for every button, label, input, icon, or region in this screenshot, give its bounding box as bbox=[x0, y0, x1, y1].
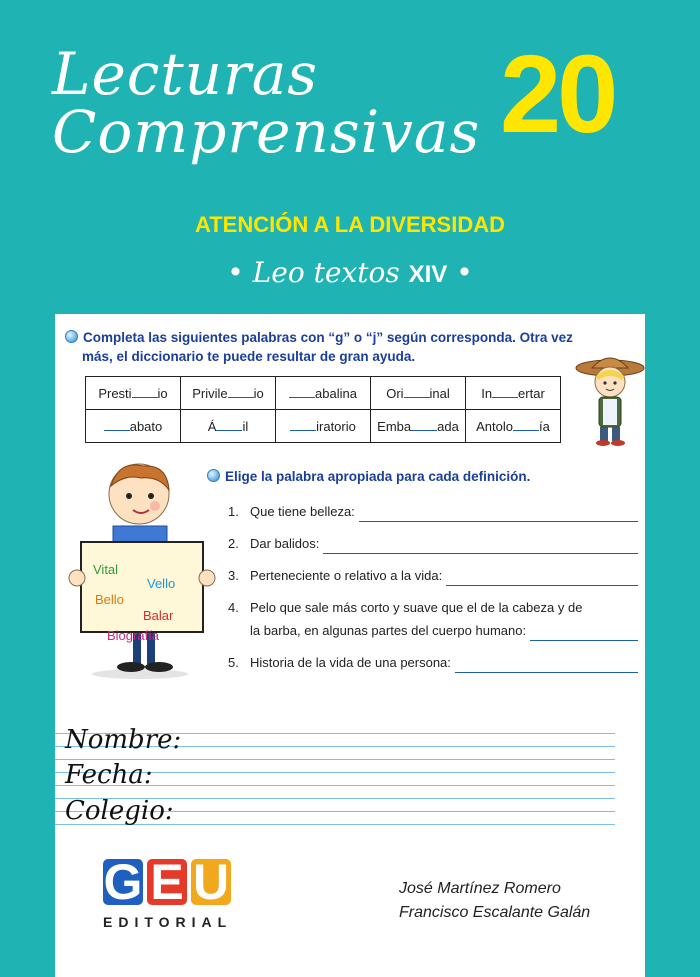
word-suffix: iratorio bbox=[316, 418, 356, 434]
word-prefix: Presti bbox=[98, 385, 132, 401]
item-text-continued: la barba, en algunas partes del cuerpo humano: bbox=[250, 623, 527, 638]
letter-blank[interactable] bbox=[132, 386, 158, 398]
item-number: 4. bbox=[228, 600, 239, 615]
word-suffix: abalina bbox=[315, 385, 357, 401]
word-prefix: Antolo bbox=[476, 418, 514, 434]
word-suffix: inal bbox=[429, 385, 450, 401]
sign-word: Vital bbox=[93, 562, 119, 577]
item-number: 1. bbox=[228, 504, 239, 519]
letter-blank[interactable] bbox=[492, 386, 518, 398]
item-number: 3. bbox=[228, 568, 239, 583]
date-label: Fecha: bbox=[65, 760, 153, 790]
word-cell bbox=[466, 377, 561, 410]
sign-word: Bello bbox=[95, 592, 124, 607]
answer-line[interactable] bbox=[455, 658, 638, 673]
title-line-2: Comprensivas bbox=[52, 98, 481, 166]
word-cell bbox=[86, 410, 181, 443]
letter-blank[interactable] bbox=[513, 419, 539, 431]
worksheet-panel bbox=[55, 314, 645, 977]
letter-blank[interactable] bbox=[289, 386, 315, 398]
letter-blank[interactable] bbox=[404, 386, 430, 398]
item-number: 2. bbox=[228, 536, 239, 551]
answer-line[interactable] bbox=[359, 507, 638, 522]
boy-with-hat-illustration bbox=[570, 350, 645, 450]
bullet-icon bbox=[207, 469, 220, 482]
volume-number: 20 bbox=[500, 33, 615, 156]
school-label: Colegio: bbox=[65, 796, 174, 826]
series-roman: XIV bbox=[408, 261, 448, 288]
word-row bbox=[86, 377, 561, 410]
word-cell bbox=[371, 410, 466, 443]
letter-blank[interactable] bbox=[411, 419, 437, 431]
definition-item bbox=[228, 653, 638, 673]
exercise2-text: Elige la palabra apropiada para cada definición. bbox=[225, 469, 531, 484]
title-line-1: Lecturas bbox=[52, 40, 319, 108]
answer-line[interactable] bbox=[446, 571, 638, 586]
answer-line[interactable] bbox=[323, 539, 638, 554]
word-cell bbox=[181, 410, 276, 443]
word-cell bbox=[276, 377, 371, 410]
word-cell bbox=[371, 377, 466, 410]
item-text: Pelo que sale más corto y suave que el de la cabeza y de bbox=[250, 600, 583, 615]
author-2: Francisco Escalante Galán bbox=[399, 904, 591, 921]
letter-blank[interactable] bbox=[290, 419, 316, 431]
series-prefix: • Leo textos bbox=[227, 256, 409, 289]
word-cell bbox=[276, 410, 371, 443]
item-text: Perteneciente o relativo a la vida: bbox=[250, 568, 443, 583]
series-suffix: • bbox=[447, 256, 473, 289]
exercise1-line1: Completa las siguientes palabras con “g” o “j” según corresponda. Otra vez bbox=[83, 330, 573, 345]
series-line bbox=[0, 256, 700, 289]
word-cell bbox=[466, 410, 561, 443]
sign-word: Balar bbox=[143, 608, 174, 623]
word-suffix: ada bbox=[437, 418, 459, 434]
word-suffix: ía bbox=[539, 418, 550, 434]
word-row bbox=[86, 410, 561, 443]
sign-word: Vello bbox=[147, 576, 176, 591]
definition-item bbox=[228, 598, 638, 641]
editorial-label: EDITORIAL bbox=[103, 914, 233, 930]
item-number: 5. bbox=[228, 655, 239, 670]
word-prefix: In bbox=[481, 385, 493, 401]
logo-letter-e: E bbox=[147, 859, 187, 905]
word-cell bbox=[181, 377, 276, 410]
author-1: José Martínez Romero bbox=[399, 880, 561, 897]
subtitle: ATENCIÓN A LA DIVERSIDAD bbox=[194, 212, 506, 237]
name-label: Nombre: bbox=[65, 725, 182, 755]
word-suffix: io bbox=[157, 385, 168, 401]
word-suffix: ertar bbox=[518, 385, 545, 401]
word-suffix: io bbox=[253, 385, 264, 401]
item-text: Historia de la vida de una persona: bbox=[250, 655, 451, 670]
definitions-list bbox=[228, 502, 638, 685]
boy-holding-sign-illustration bbox=[67, 460, 217, 686]
answer-line[interactable] bbox=[530, 626, 638, 641]
item-text: Que tiene belleza: bbox=[250, 504, 355, 519]
word-prefix: Privile bbox=[192, 385, 228, 401]
word-prefix: Emba bbox=[377, 418, 412, 434]
definition-item bbox=[228, 566, 638, 586]
word-suffix: abato bbox=[129, 418, 163, 434]
definition-item bbox=[228, 534, 638, 554]
bullet-icon bbox=[65, 330, 78, 343]
letter-blank[interactable] bbox=[228, 386, 254, 398]
exercise2-instruction bbox=[207, 467, 530, 486]
word-cell bbox=[86, 377, 181, 410]
word-suffix: il bbox=[242, 418, 249, 434]
exercise1-instruction bbox=[65, 328, 573, 366]
item-text: Dar balidos: bbox=[250, 536, 320, 551]
definition-item bbox=[228, 502, 638, 522]
letter-blank[interactable] bbox=[216, 419, 242, 431]
exercise1-line2: más, el diccionario te puede resultar de gran ayuda. bbox=[82, 349, 416, 364]
logo-letter-g: G bbox=[103, 854, 143, 910]
letter-blank[interactable] bbox=[104, 419, 130, 431]
word-prefix: Á bbox=[207, 418, 217, 434]
word-table bbox=[85, 376, 561, 443]
sign-word: Biografía bbox=[107, 628, 160, 643]
logo-letter-u: U bbox=[192, 854, 230, 910]
word-prefix: Ori bbox=[386, 385, 404, 401]
